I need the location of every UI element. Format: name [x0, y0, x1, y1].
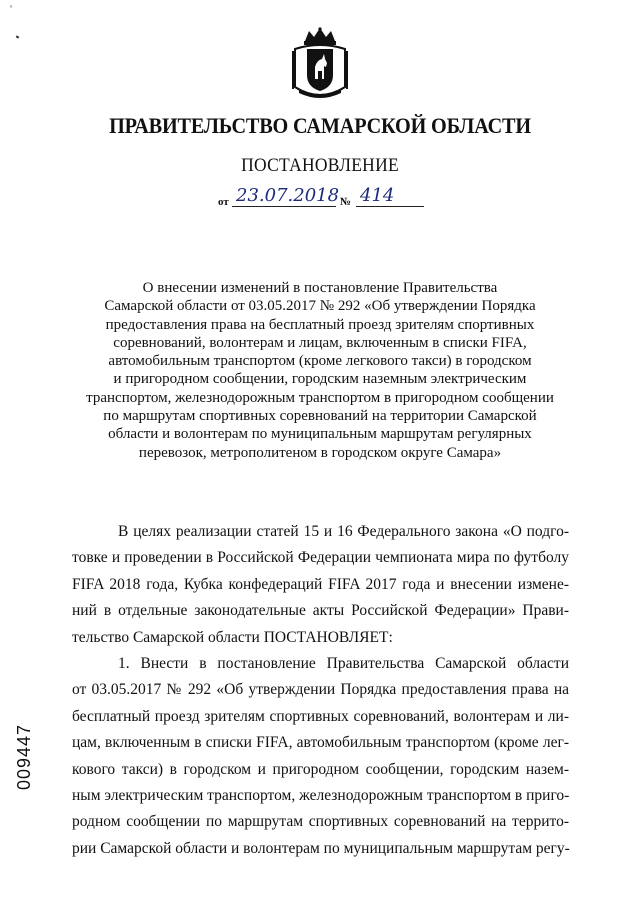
- subject-line: предоставления права на бесплатный проезд зрителям спортивных: [105, 316, 535, 333]
- body-line: 1. Внести в постановление Правительства Самарской области: [118, 655, 569, 673]
- subject-line: перевозок, метрополитеном в городском округе Самара»: [138, 444, 502, 461]
- number-underline: [356, 206, 424, 207]
- subject-line: соревнований, волонтерам и лицам, включенным в списки FIFA,: [113, 334, 527, 351]
- document-type: ПОСТАНОВЛЕНИЕ: [241, 155, 399, 176]
- date-prefix: от: [218, 196, 229, 208]
- body-line: родном сообщении по маршрутам спортивных соревнований на террито-: [72, 813, 569, 831]
- organization-title: ПРАВИТЕЛЬСТВО САМАРСКОЙ ОБЛАСТИ: [109, 113, 531, 138]
- handwritten-date: 23.07.2018: [236, 185, 340, 206]
- body-line: рии Самарской области и волонтерам по муниципальным маршрутам регу-: [72, 839, 570, 857]
- subject-line: области и волонтерам по муниципальным маршрутам регулярных: [108, 426, 532, 443]
- date-number-line: [218, 185, 438, 213]
- corner-mark: ‘: [10, 4, 13, 15]
- scan-speck: [16, 35, 20, 38]
- number-label: №: [340, 196, 352, 208]
- subject-line: по маршрутам спортивных соревнований на территории Самарской: [103, 408, 537, 425]
- subject-line: О внесении изменений в постановление Правительства: [142, 280, 498, 296]
- body-line: кового такси) в городском и пригородном сообщении, городским назем-: [72, 760, 569, 778]
- body-line: цам, включенным в списки FIFA, автомобильным транспортом (кроме лег-: [72, 734, 569, 752]
- body-line: В целях реализации статей 15 и 16 Федерального закона «О подго-: [118, 523, 569, 540]
- document-subject: [80, 279, 560, 462]
- body-line: тельство Самарской области ПОСТАНОВЛЯЕТ:: [72, 628, 393, 646]
- date-underline: [232, 206, 336, 207]
- subject-line: Самарской области от 03.05.2017 № 292 «Об утверждении Порядка: [104, 298, 536, 315]
- samara-coat-of-arms-icon: [291, 27, 349, 103]
- body-line: товке и проведении в Российской Федерации чемпионата мира по футболу: [72, 549, 569, 567]
- document-body: [72, 519, 569, 862]
- body-line: FIFA 2018 года, Кубка конфедераций FIFA 2017 года и внесении измене-: [72, 575, 569, 593]
- subject-line: автомобильным транспортом (кроме легкового такси) в городском: [108, 353, 532, 370]
- body-line: ний в отдельные законодательные акты Российской Федерации» Прави-: [72, 602, 569, 620]
- subject-line: транспортом, железнодорожным транспортом в пригородном сообщении: [86, 389, 554, 406]
- body-line: от 03.05.2017 № 292 «Об утверждении Порядка предоставления права на: [72, 681, 569, 699]
- subject-line: и пригородном сообщении, городским наземным электрическим: [113, 371, 527, 388]
- body-line: ным электрическим транспортом, железнодорожным транспортом в приго-: [72, 787, 570, 805]
- registration-stamp-number: 009447: [14, 723, 34, 790]
- body-line: бесплатный проезд зрителям спортивных соревнований, волонтерам и ли-: [72, 707, 569, 725]
- handwritten-number: 414: [360, 185, 395, 206]
